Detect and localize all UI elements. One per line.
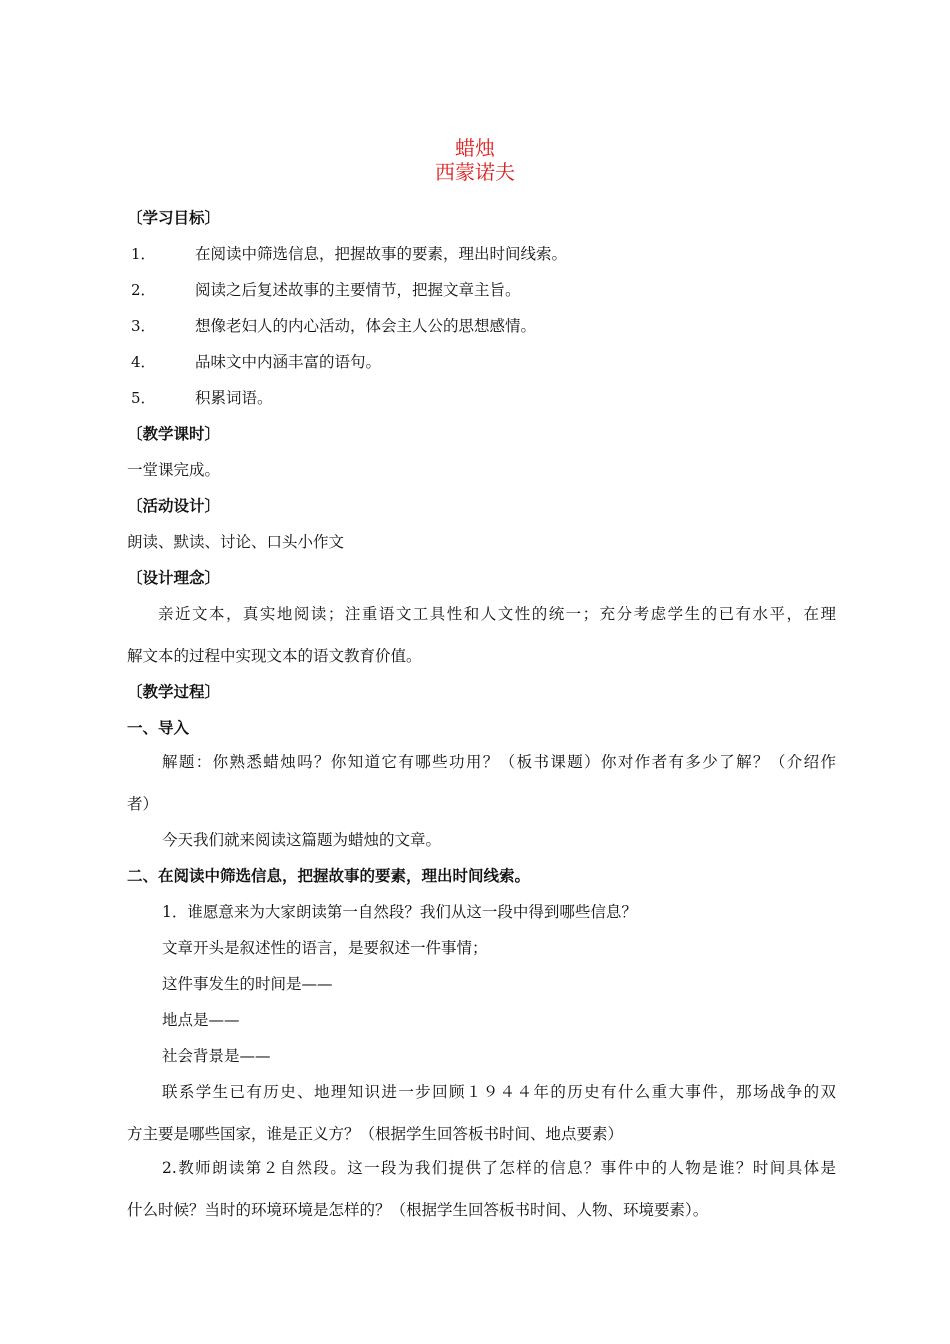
part2-heading: 二、在阅读中筛选信息，把握故事的要素，理出时间线索。	[127, 866, 531, 885]
objective-text: 品味文中内涵丰富的语句。	[195, 353, 382, 371]
activities-text: 朗读、默读、讨论、口头小作文	[127, 533, 345, 551]
part1-paragraph-line: 今天我们就来阅读这篇题为蜡烛的文章。	[162, 831, 442, 849]
answer-line: 社会背景是——	[162, 1047, 271, 1065]
part1-heading: 一、导入	[127, 718, 190, 737]
objective-text: 在阅读中筛选信息，把握故事的要素，理出时间线索。	[195, 245, 568, 263]
concept-paragraph-line: 解文本的过程中实现文本的语文教育价值。	[127, 647, 422, 665]
activities-heading: 〔活动设计〕	[127, 496, 221, 515]
objective-number: 1．	[131, 245, 156, 263]
objective-number: 5．	[131, 389, 156, 407]
part1-paragraph-line: 解题：你熟悉蜡烛吗？你知道它有哪些功用？（板书课题）你对作者有多少了解？（介绍作	[162, 753, 836, 771]
concept-paragraph-line: 亲近文本，真实地阅读；注重语文工具性和人文性的统一；充分考虑学生的已有水平，在理	[158, 605, 836, 623]
question-line: 什么时候？当时的环境环境是怎样的？（根据学生回答板书时间、人物、环境要素）。	[127, 1201, 709, 1219]
paragraph-line: 联系学生已有历史、地理知识进一步回顾１９４４年的历史有什么重大事件，那场战争的双	[162, 1083, 836, 1101]
question-line: 1．谁愿意来为大家朗读第一自然段？我们从这一段中得到哪些信息？	[162, 903, 637, 921]
answer-line: 文章开头是叙述性的语言，是要叙述一件事情；	[162, 939, 488, 957]
objective-text: 想像老妇人的内心活动，体会主人公的思想感情。	[195, 317, 537, 335]
paragraph-line: 方主要是哪些国家，谁是正义方？（根据学生回答板书时间、地点要素）	[127, 1125, 624, 1143]
question-line: 2.教师朗读第２自然段。这一段为我们提供了怎样的信息？事件中的人物是谁？时间具体是	[162, 1159, 836, 1177]
answer-line: 这件事发生的时间是——	[162, 975, 333, 993]
objective-text: 阅读之后复述故事的主要情节，把握文章主旨。	[195, 281, 521, 299]
process-heading: 〔教学过程〕	[127, 682, 221, 701]
objective-number: 3．	[131, 317, 156, 335]
periods-text: 一堂课完成。	[127, 461, 221, 479]
objective-text: 积累词语。	[195, 389, 273, 407]
part1-paragraph-line: 者）	[127, 795, 159, 813]
objectives-heading: 〔学习目标〕	[127, 208, 221, 227]
periods-heading: 〔教学课时〕	[127, 424, 221, 443]
answer-line: 地点是——	[162, 1011, 240, 1029]
document-author: 西蒙诺夫	[435, 160, 515, 184]
objective-number: 2．	[131, 281, 156, 299]
concept-heading: 〔设计理念〕	[127, 568, 221, 587]
objective-number: 4．	[131, 353, 156, 371]
document-title: 蜡烛	[455, 136, 495, 160]
